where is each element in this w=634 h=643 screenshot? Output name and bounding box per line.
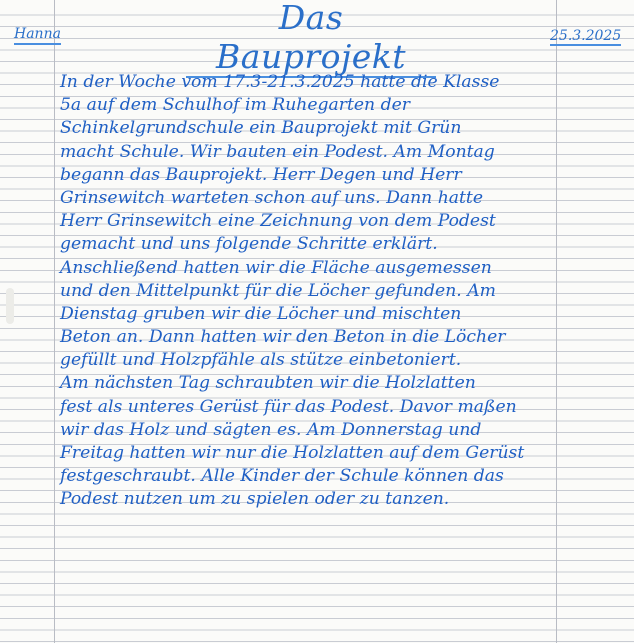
text-line: festgeschraubt. Alle Kinder der Schule können das — [60, 466, 504, 487]
left-margin-line — [54, 0, 55, 643]
text-line: Am nächsten Tag schraubten wir die Holzlatten — [60, 373, 476, 394]
text-line: In der Woche vom 17.3-21.3.2025 hatte die Klasse — [60, 72, 500, 92]
text-line: Dienstag gruben wir die Löcher und mischten — [60, 303, 462, 324]
text-line: macht Schule. Wir bauten ein Podest. Am Montag — [60, 141, 495, 162]
text-line: Podest nutzen um zu spielen oder zu tanzen. — [60, 489, 450, 510]
text-line: gefüllt und Holzpfähle als stütze einbetoniert. — [60, 350, 462, 371]
page-title: Das Bauprojekt — [186, 0, 436, 78]
text-line: fest als unteres Gerüst für das Podest. Davor maßen — [60, 396, 517, 417]
author-name: Hanna — [14, 26, 61, 45]
text-line: begann das Bauprojekt. Herr Degen und Herr — [60, 164, 462, 185]
date-label: 25.3.2025 — [550, 28, 622, 44]
text-line: Freitag hatten wir nur die Holzlatten auf dem Gerüst — [60, 443, 525, 463]
text-line: Herr Grinsewitch eine Zeichnung von dem Podest — [60, 211, 496, 232]
punch-hole — [6, 288, 14, 324]
text-line: gemacht und uns folgende Schritte erklärt. — [60, 234, 438, 255]
handwritten-text — [60, 71, 560, 512]
text-line: Anschließend hatten wir die Fläche ausgemessen — [60, 257, 492, 278]
text-line: 5a auf dem Schulhof im Ruhegarten der — [60, 95, 410, 116]
text-line: Schinkelgrundschule ein Bauprojekt mit Grün — [60, 118, 462, 139]
text-line: Grinsewitch warteten schon auf uns. Dann hatte — [60, 187, 483, 208]
text-line: Beton an. Dann hatten wir den Beton in die Löcher — [60, 327, 506, 348]
text-line: wir das Holz und sägten es. Am Donnerstag und — [60, 419, 482, 440]
text-line: und den Mittelpunkt für die Löcher gefunden. Am — [60, 280, 496, 301]
